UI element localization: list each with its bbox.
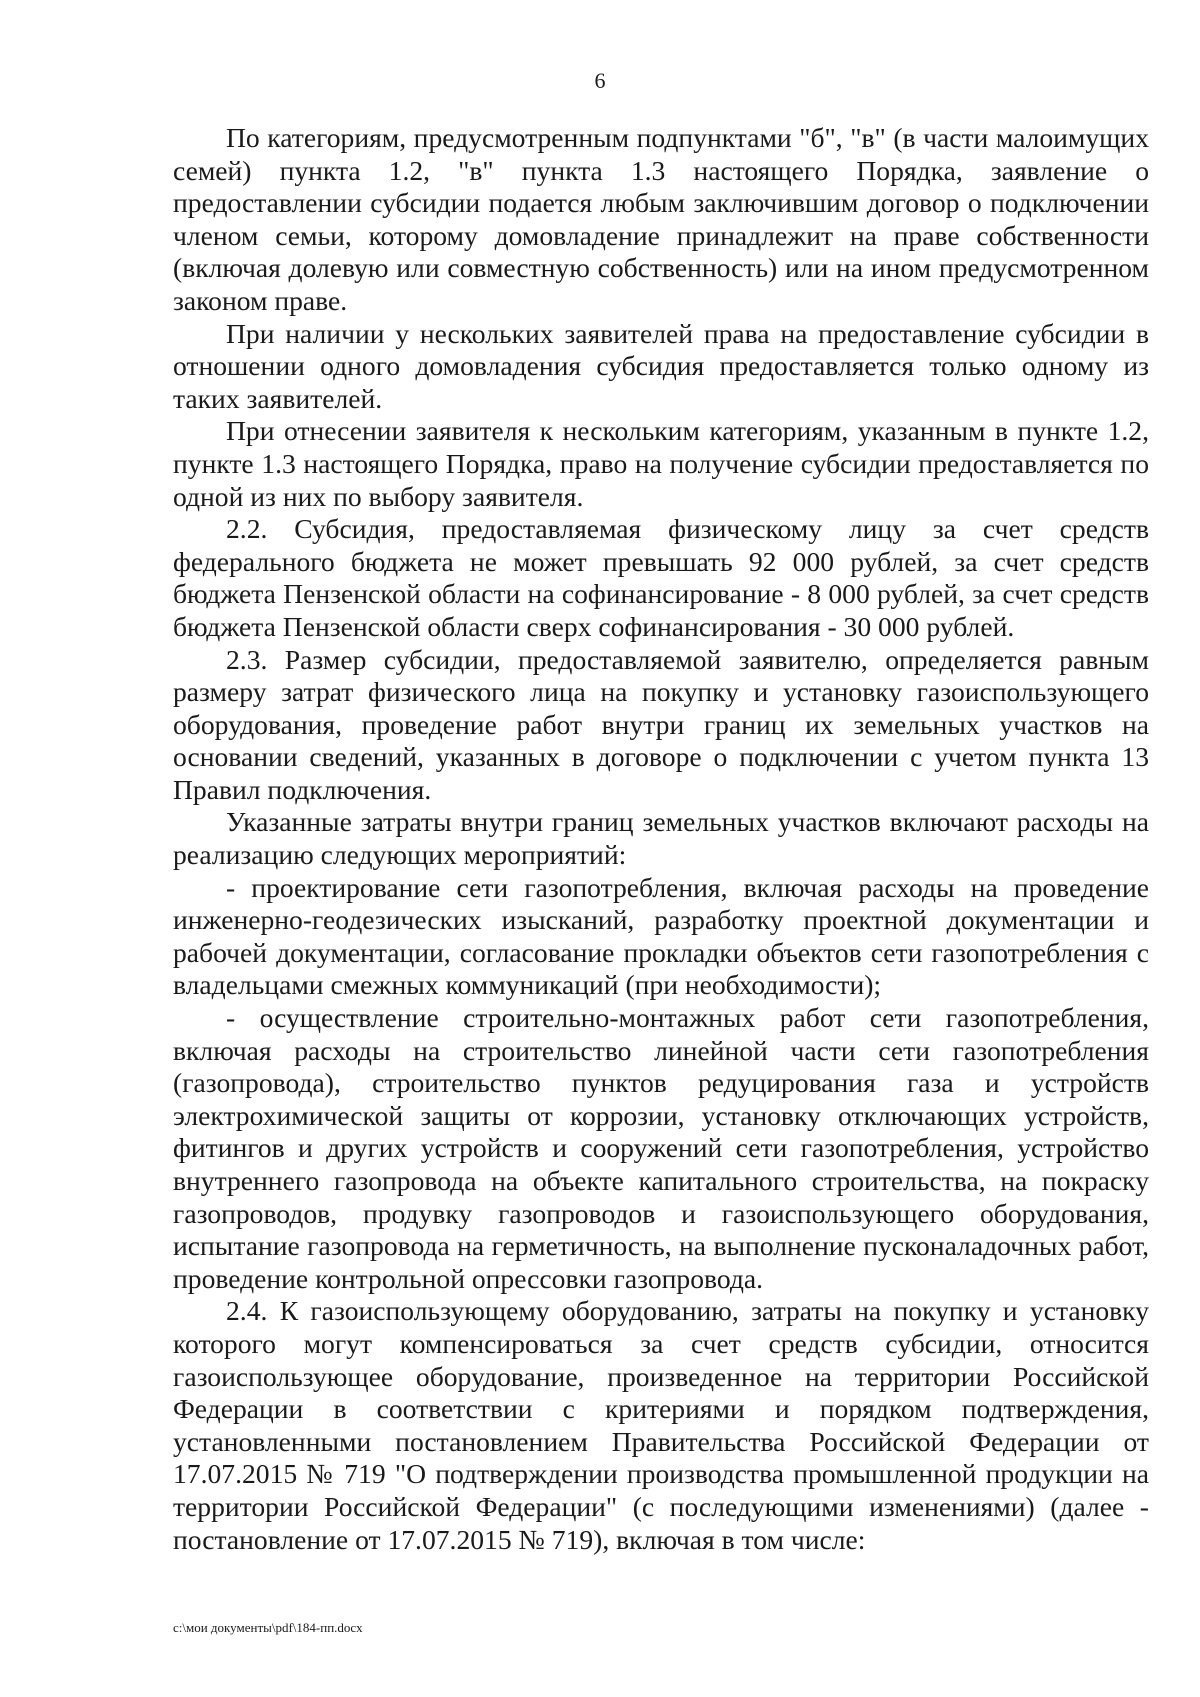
paragraph-2-3: 2.3. Размер субсидии, предоставляемой заявителю, определяется равным размеру затрат физического лица на покупку и установку газоиспользующего оборудования, проведение работ внутри границ их земельных участков на основании сведений, указанных в договоре о подключении с учетом пункта 13 Правил подключения.: [173, 643, 1149, 805]
list-item-design: - проектирование сети газопотребления, включая расходы на проведение инженерно-геодезических изысканий, разработку проектной документации и рабочей документации, согласование прокладки объектов сети газопотребления с владельцами смежных коммуникаций (при необходимости);: [173, 871, 1149, 1001]
paragraph-2-4: 2.4. К газоиспользующему оборудованию, затраты на покупку и установку которого могут компенсироваться за счет средств субсидии, относится газоиспользующее оборудование, произведенное на территории Российской Федерации в соответствии с критериями и порядком подтверждения, установленными постановлением Правительства Российской Федерации от 17.07.2015 № 719 "О подтверждении производства промышленной продукции на территории Российской Федерации" (с последующими изменениями) (далее - постановление от 17.07.2015 № 719), включая в том числе:: [173, 1295, 1149, 1555]
list-item-construction: - осуществление строительно-монтажных работ сети газопотребления, включая расходы на строительство линейной части сети газопотребления (газопровода), строительство пунктов редуцирования газа и устройств электрохимической защиты от коррозии, установку отключающих устройств, фитингов и других устройств и сооружений сети газопотребления, устройство внутреннего газопровода на объекте капитального строительства, на покраску газопроводов, продувку газопроводов и газоиспользующего оборудования, испытание газопровода на герметичность, на выполнение пусконаладочных работ, проведение контрольной опрессовки газопровода.: [173, 1002, 1149, 1294]
paragraph-multiple-applicants: При наличии у нескольких заявителей права на предоставление субсидии в отношении одного домовладения субсидия предоставляется только одному из таких заявителей.: [173, 317, 1149, 414]
page-number: 6: [594, 68, 606, 93]
document-body: [173, 122, 1149, 1556]
footer-file-path: c:\мои документы\pdf\184-пп.docx: [173, 1620, 363, 1635]
paragraph-2-2: 2.2. Субсидия, предоставляемая физическому лицу за счет средств федерального бюджета не может превышать 92 000 рублей, за счет средств бюджета Пензенской области на софинансирование - 8 000 рублей, за счет средств бюджета Пензенской области сверх софинансирования - 30 000 рублей.: [173, 513, 1149, 642]
paragraph-multiple-categories: При отнесении заявителя к нескольким категориям, указанным в пункте 1.2, пункте 1.3 настоящего Порядка, право на получение субсидии предоставляется по одной из них по выбору заявителя.: [173, 415, 1149, 512]
paragraph-categories: По категориям, предусмотренным подпунктами "б", "в" (в части малоимущих семей) пункта 1.2, "в" пункта 1.3 настоящего Порядка, заявление о предоставлении субсидии подается любым заключившим договор о подключении членом семьи, которому домовладение принадлежит на праве собственности (включая долевую или совместную собственность) или на ином предусмотренном законом праве.: [173, 122, 1149, 316]
paragraph-costs-intro: Указанные затраты внутри границ земельных участков включают расходы на реализацию следующих мероприятий:: [173, 806, 1149, 871]
